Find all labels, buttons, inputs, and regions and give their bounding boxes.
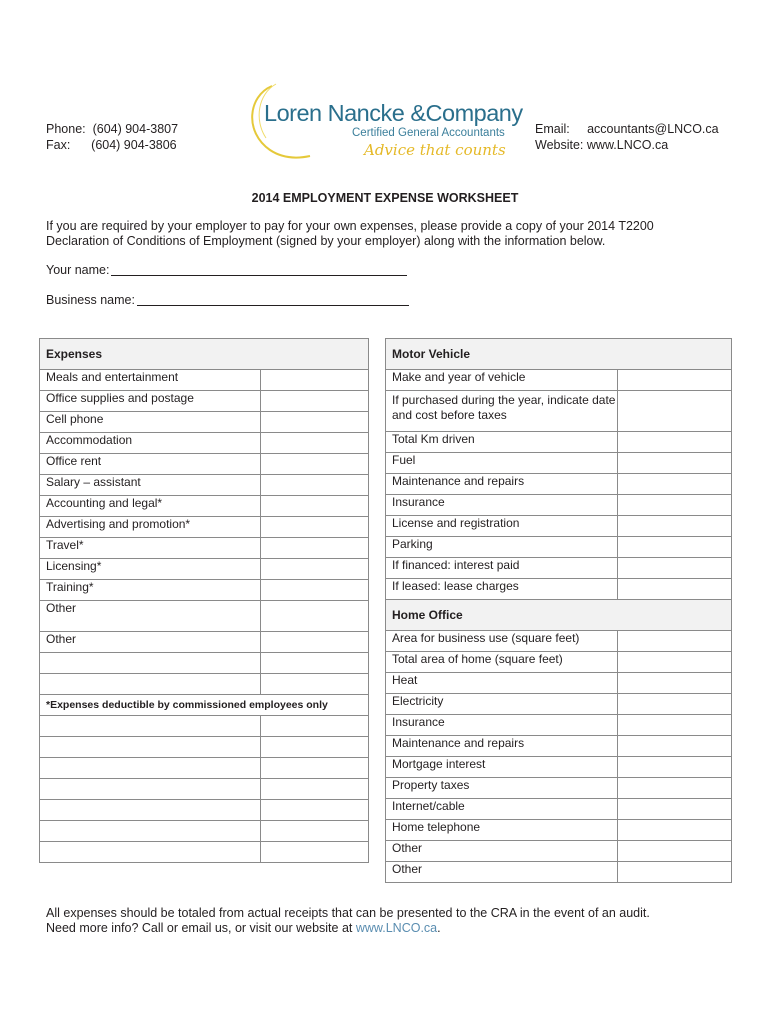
table-row bbox=[40, 601, 369, 632]
vehicle-value-input[interactable] bbox=[618, 370, 732, 391]
table-row bbox=[386, 537, 732, 558]
table-row bbox=[40, 391, 369, 412]
intro-line-2: Declaration of Conditions of Employment (signed by your employer) along with the information below. bbox=[46, 234, 606, 248]
home-label: Other bbox=[386, 841, 618, 862]
vehicle-label: Total Km driven bbox=[386, 432, 618, 453]
expense-amount-input[interactable] bbox=[261, 653, 369, 674]
contact-right bbox=[535, 121, 719, 153]
home-label: Property taxes bbox=[386, 778, 618, 799]
table-row bbox=[386, 579, 732, 600]
home-office-header-row bbox=[386, 600, 732, 631]
expense-amount-input[interactable] bbox=[261, 454, 369, 475]
home-value-input[interactable] bbox=[618, 778, 732, 799]
vehicle-value-input[interactable] bbox=[618, 495, 732, 516]
blank-cell[interactable] bbox=[261, 821, 369, 842]
logo-tagline: Advice that counts bbox=[364, 141, 506, 159]
expense-label: Cell phone bbox=[40, 412, 261, 433]
expense-label: Training* bbox=[40, 580, 261, 601]
phone-row bbox=[46, 121, 178, 137]
table-row bbox=[386, 453, 732, 474]
fax-row bbox=[46, 137, 178, 153]
email-label: Email: bbox=[535, 122, 570, 136]
website-value[interactable]: www.LNCO.ca bbox=[586, 138, 669, 152]
website-row bbox=[535, 137, 719, 153]
expense-amount-input[interactable] bbox=[261, 370, 369, 391]
table-row bbox=[40, 559, 369, 580]
home-label: Total area of home (square feet) bbox=[386, 652, 618, 673]
blank-cell[interactable] bbox=[261, 800, 369, 821]
vehicle-value-input[interactable] bbox=[618, 453, 732, 474]
vehicle-home-table bbox=[385, 338, 732, 883]
expense-label: Travel* bbox=[40, 538, 261, 559]
home-label: Other bbox=[386, 862, 618, 883]
note-row bbox=[40, 695, 369, 716]
table-row bbox=[40, 517, 369, 538]
table-row bbox=[386, 778, 732, 799]
home-value-input[interactable] bbox=[618, 673, 732, 694]
expense-label: Other bbox=[40, 601, 261, 632]
expense-label: Salary – assistant bbox=[40, 475, 261, 496]
email-value[interactable]: accountants@LNCO.ca bbox=[587, 122, 719, 136]
home-value-input[interactable] bbox=[618, 757, 732, 778]
vehicle-label: Insurance bbox=[386, 495, 618, 516]
email-row bbox=[535, 121, 719, 137]
expenses-header-row bbox=[40, 339, 369, 370]
expense-label: Accounting and legal* bbox=[40, 496, 261, 517]
table-row bbox=[40, 538, 369, 559]
home-value-input[interactable] bbox=[618, 841, 732, 862]
home-label: Insurance bbox=[386, 715, 618, 736]
expense-amount-input[interactable] bbox=[261, 601, 369, 632]
home-value-input[interactable] bbox=[618, 631, 732, 652]
table-row bbox=[386, 474, 732, 495]
home-value-input[interactable] bbox=[618, 862, 732, 883]
blank-cell[interactable] bbox=[261, 842, 369, 863]
table-row bbox=[386, 694, 732, 715]
blank-cell[interactable] bbox=[40, 779, 261, 800]
table-row bbox=[40, 496, 369, 517]
phone-value: (604) 904-3807 bbox=[92, 122, 179, 136]
blank-cell[interactable] bbox=[261, 674, 369, 695]
your-name-field bbox=[46, 263, 407, 277]
blank-cell[interactable] bbox=[40, 758, 261, 779]
your-name-label: Your name: bbox=[46, 263, 110, 277]
table-row bbox=[40, 758, 369, 779]
home-label: Area for business use (square feet) bbox=[386, 631, 618, 652]
page-title: 2014 EMPLOYMENT EXPENSE WORKSHEET bbox=[251, 191, 519, 205]
table-row bbox=[386, 391, 732, 432]
logo-subtitle: Certified General Accountants bbox=[352, 127, 505, 139]
fax-value: (604) 904-3806 bbox=[91, 138, 177, 152]
fax-label: Fax: bbox=[46, 138, 71, 152]
table-row bbox=[386, 432, 732, 453]
table-row bbox=[386, 673, 732, 694]
table-row bbox=[40, 475, 369, 496]
table-row bbox=[386, 370, 732, 391]
expenses-header: Expenses bbox=[40, 339, 369, 370]
vehicle-value-input[interactable] bbox=[618, 558, 732, 579]
home-office-header: Home Office bbox=[386, 600, 732, 631]
table-row bbox=[40, 653, 369, 674]
expense-amount-input[interactable] bbox=[261, 517, 369, 538]
home-value-input[interactable] bbox=[618, 652, 732, 673]
home-label: Maintenance and repairs bbox=[386, 736, 618, 757]
blank-cell[interactable] bbox=[40, 821, 261, 842]
table-row bbox=[386, 799, 732, 820]
business-name-label: Business name: bbox=[46, 293, 135, 307]
expense-amount-input[interactable] bbox=[261, 580, 369, 601]
home-value-input[interactable] bbox=[618, 799, 732, 820]
home-label: Heat bbox=[386, 673, 618, 694]
motor-vehicle-header: Motor Vehicle bbox=[386, 339, 732, 370]
footer-line-2: Need more info? Call or email us, or visit our website at www.LNCO.ca. bbox=[46, 921, 441, 935]
vehicle-label: License and registration bbox=[386, 516, 618, 537]
home-value-input[interactable] bbox=[618, 736, 732, 757]
phone-label: Phone: bbox=[46, 122, 86, 136]
table-row bbox=[40, 674, 369, 695]
blank-cell[interactable] bbox=[261, 737, 369, 758]
footer-note bbox=[46, 906, 650, 936]
expense-label: Office rent bbox=[40, 454, 261, 475]
table-row bbox=[386, 715, 732, 736]
footer-line-1: All expenses should be totaled from actual receipts that can be presented to the CRA in the event of an audit. bbox=[46, 906, 650, 920]
blank-cell[interactable] bbox=[261, 716, 369, 737]
vehicle-label: If financed: interest paid bbox=[386, 558, 618, 579]
table-row bbox=[40, 454, 369, 475]
home-value-input[interactable] bbox=[618, 715, 732, 736]
vehicle-label: Fuel bbox=[386, 453, 618, 474]
expense-amount-input[interactable] bbox=[261, 632, 369, 653]
vehicle-label: If leased: lease charges bbox=[386, 579, 618, 600]
blank-cell[interactable] bbox=[40, 800, 261, 821]
expense-label: Office supplies and postage bbox=[40, 391, 261, 412]
commissioned-note: *Expenses deductible by commissioned employees only bbox=[40, 695, 369, 716]
expense-amount-input[interactable] bbox=[261, 391, 369, 412]
logo-title: Loren Nancke &Company bbox=[264, 100, 523, 126]
table-row bbox=[40, 716, 369, 737]
contact-left bbox=[46, 121, 178, 153]
company-logo bbox=[244, 80, 523, 160]
expense-label: Accommodation bbox=[40, 433, 261, 454]
business-name-input[interactable] bbox=[137, 293, 409, 306]
table-row bbox=[386, 631, 732, 652]
vehicle-label: Parking bbox=[386, 537, 618, 558]
business-name-field bbox=[46, 293, 409, 307]
home-value-input[interactable] bbox=[618, 820, 732, 841]
blank-cell[interactable] bbox=[261, 758, 369, 779]
table-row bbox=[40, 580, 369, 601]
home-label: Home telephone bbox=[386, 820, 618, 841]
table-row bbox=[386, 862, 732, 883]
table-row bbox=[386, 820, 732, 841]
expense-amount-input[interactable] bbox=[261, 559, 369, 580]
blank-cell[interactable] bbox=[40, 842, 261, 863]
table-row bbox=[40, 412, 369, 433]
table-row bbox=[386, 516, 732, 537]
table-row bbox=[40, 433, 369, 454]
table-row bbox=[40, 632, 369, 653]
expense-amount-input[interactable] bbox=[261, 475, 369, 496]
table-row bbox=[386, 841, 732, 862]
expense-label[interactable] bbox=[40, 653, 261, 674]
expense-label: Advertising and promotion* bbox=[40, 517, 261, 538]
blank-cell[interactable] bbox=[40, 737, 261, 758]
expense-amount-input[interactable] bbox=[261, 538, 369, 559]
vehicle-label: Maintenance and repairs bbox=[386, 474, 618, 495]
vehicle-value-input[interactable] bbox=[618, 516, 732, 537]
table-row bbox=[40, 779, 369, 800]
expenses-table bbox=[39, 338, 369, 863]
table-row bbox=[40, 800, 369, 821]
motor-vehicle-header-row bbox=[386, 339, 732, 370]
table-row bbox=[386, 652, 732, 673]
table-row bbox=[40, 821, 369, 842]
table-row bbox=[386, 757, 732, 778]
home-value-input[interactable] bbox=[618, 694, 732, 715]
table-row bbox=[40, 370, 369, 391]
table-row bbox=[40, 842, 369, 863]
vehicle-value-input[interactable] bbox=[618, 579, 732, 600]
vehicle-label: If purchased during the year, indicate date and cost before taxes bbox=[386, 391, 618, 432]
table-row bbox=[386, 736, 732, 757]
expense-label: Licensing* bbox=[40, 559, 261, 580]
website-link[interactable]: www.LNCO.ca bbox=[355, 921, 438, 935]
expense-amount-input[interactable] bbox=[261, 496, 369, 517]
vehicle-value-input[interactable] bbox=[618, 391, 732, 432]
vehicle-value-input[interactable] bbox=[618, 537, 732, 558]
your-name-input[interactable] bbox=[111, 263, 407, 276]
blank-cell[interactable] bbox=[40, 716, 261, 737]
table-row bbox=[40, 737, 369, 758]
home-label: Internet/cable bbox=[386, 799, 618, 820]
intro-line-1: If you are required by your employer to pay for your own expenses, please provide a copy of your 2014 T2200 bbox=[46, 219, 654, 233]
home-label: Electricity bbox=[386, 694, 618, 715]
vehicle-value-input[interactable] bbox=[618, 474, 732, 495]
table-row bbox=[386, 495, 732, 516]
table-row bbox=[386, 558, 732, 579]
website-label: Website: bbox=[535, 138, 584, 152]
expense-amount-input[interactable] bbox=[261, 412, 369, 433]
blank-cell[interactable] bbox=[261, 779, 369, 800]
vehicle-value-input[interactable] bbox=[618, 432, 732, 453]
expense-amount-input[interactable] bbox=[261, 433, 369, 454]
vehicle-label: Make and year of vehicle bbox=[386, 370, 618, 391]
home-label: Mortgage interest bbox=[386, 757, 618, 778]
blank-cell[interactable] bbox=[40, 674, 261, 695]
expense-label: Other bbox=[40, 632, 261, 653]
intro-paragraph bbox=[46, 219, 706, 249]
expense-label: Meals and entertainment bbox=[40, 370, 261, 391]
